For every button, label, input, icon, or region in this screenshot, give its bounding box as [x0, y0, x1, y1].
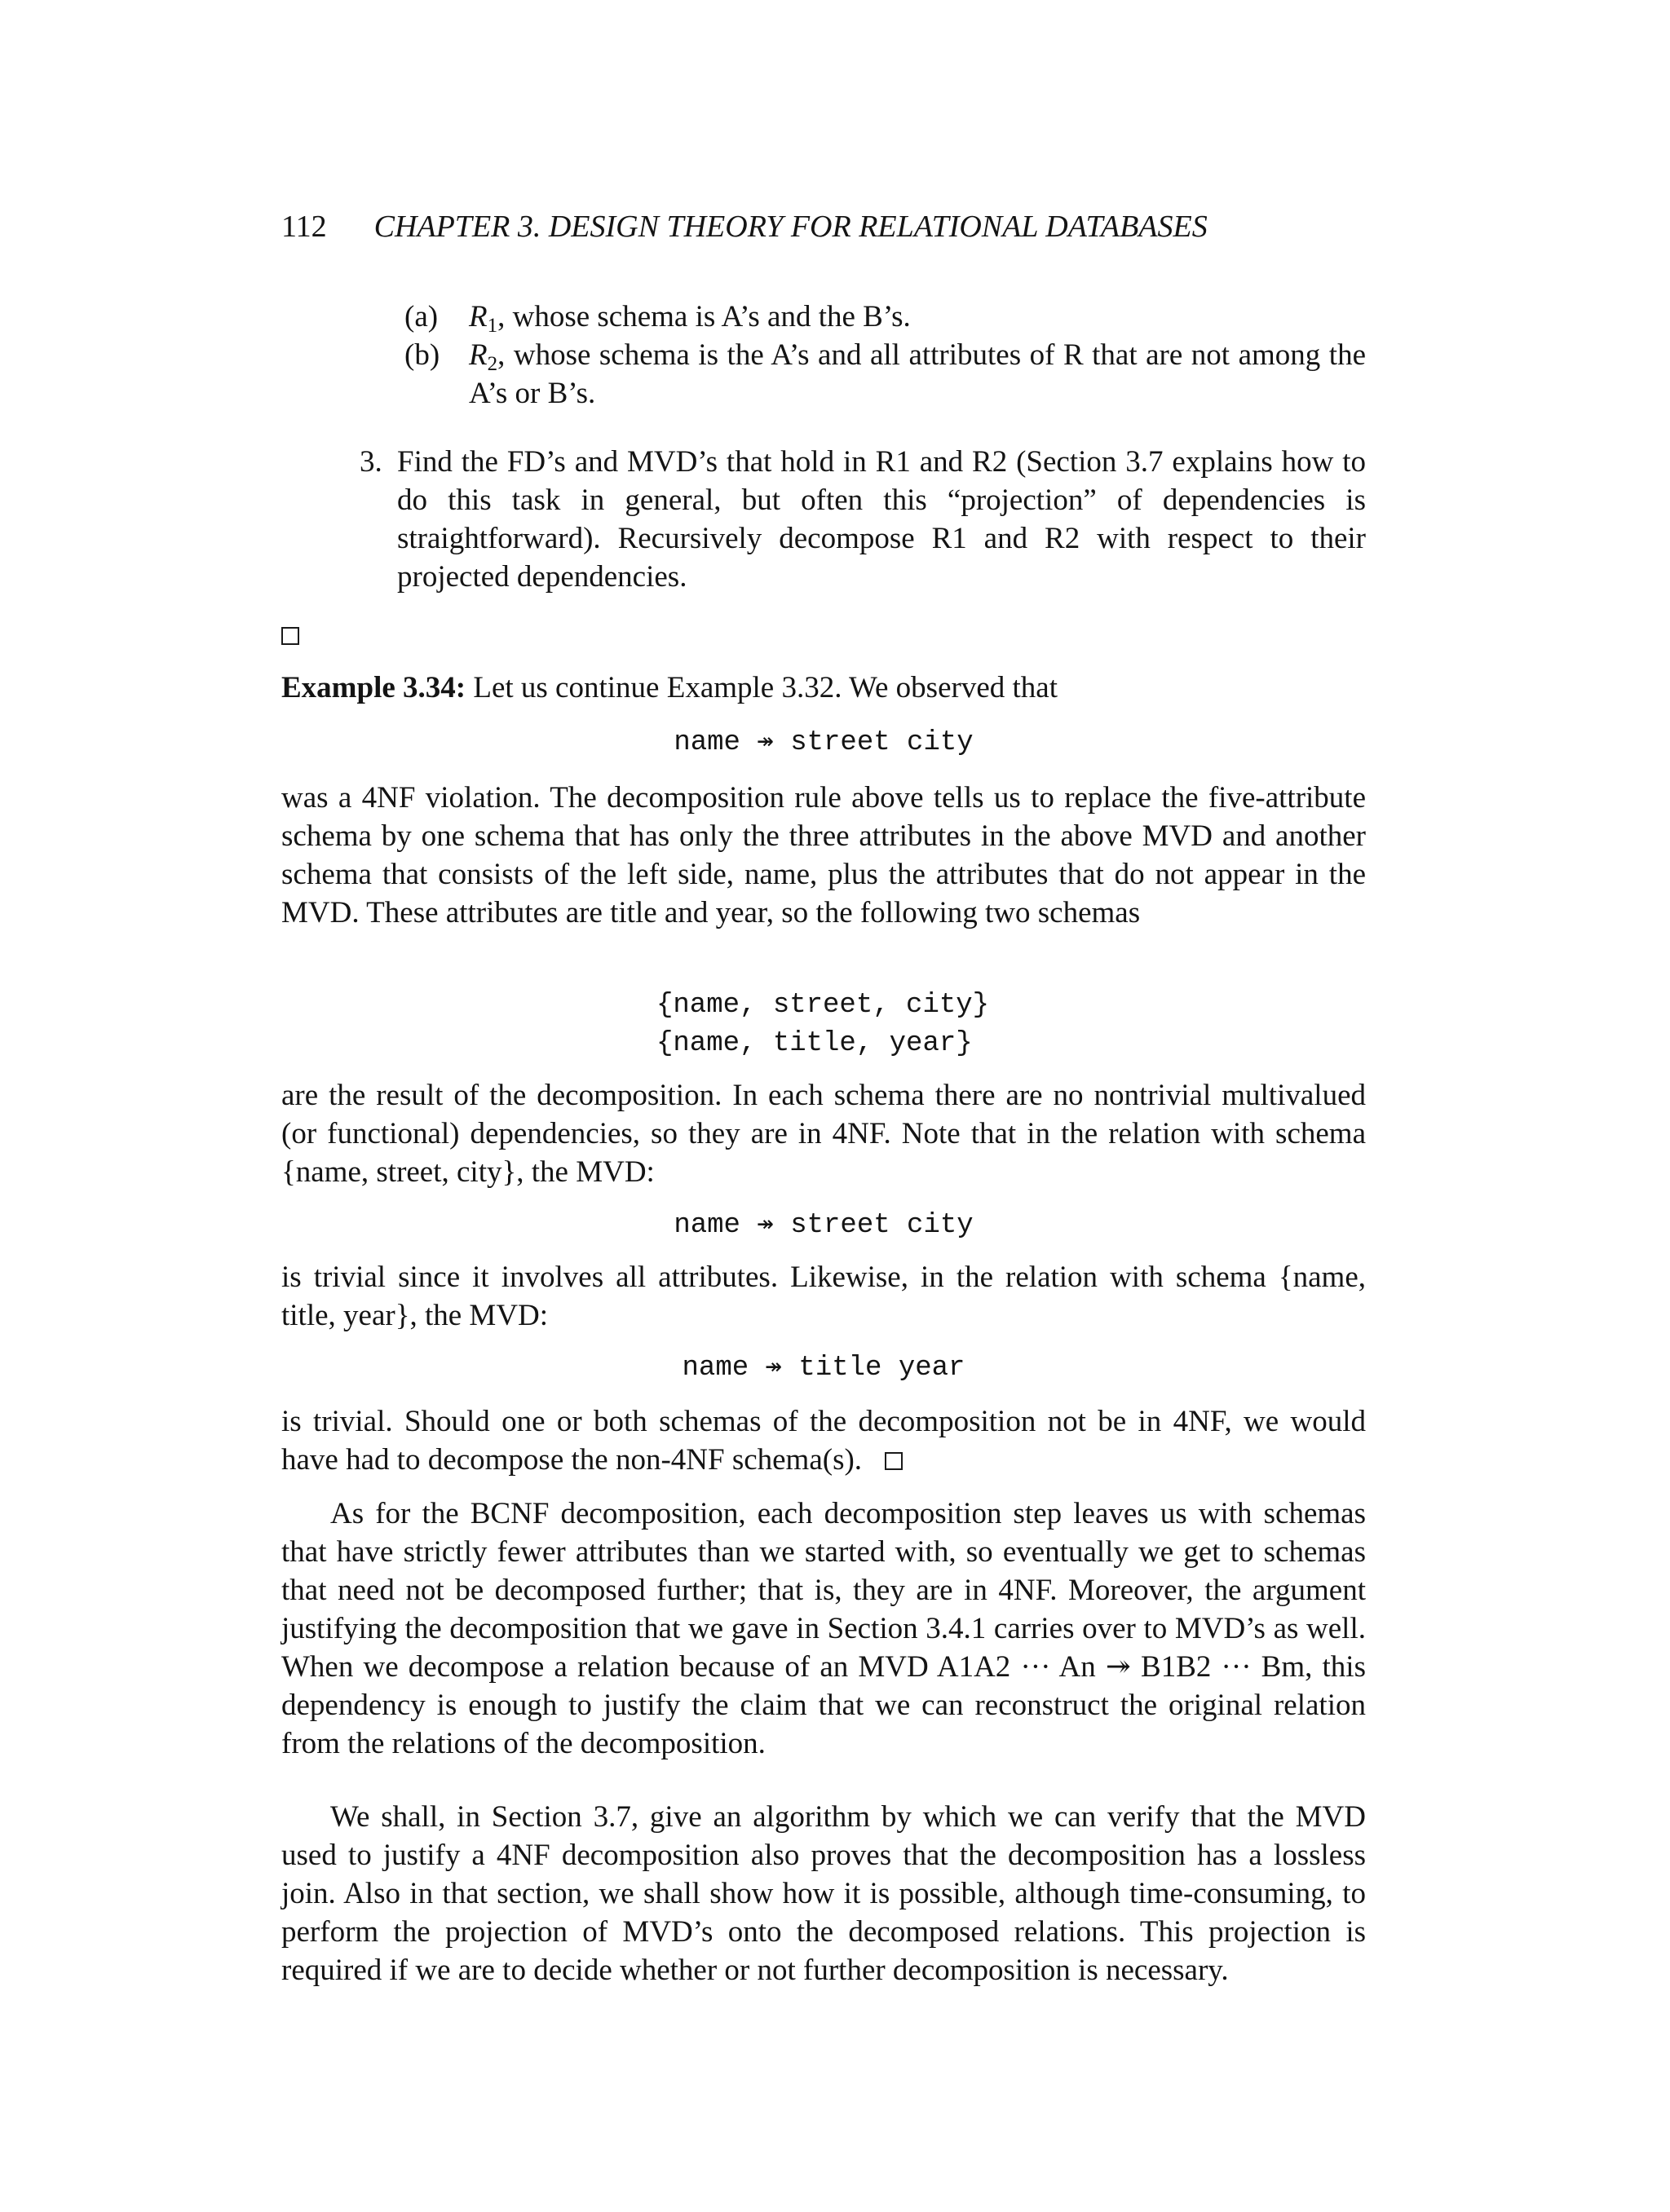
step-2b: [404, 336, 1366, 417]
body-paragraph-2: We shall, in Section 3.7, give an algorithm by which we can verify that the MVD used to justify a 4NF decomposition also proves that the decomposition has a lossless join. Also in that section, we shall show how it is possible, although time-consuming, to perform the projection of MVD’s onto the decomposed relations. This projection is required if we are to decide whether or not further decomposition is necessary.: [281, 1800, 1366, 1987]
example-intro-text: Let us continue Example 3.32. We observed that: [473, 671, 1058, 704]
step-3: [360, 443, 1366, 606]
example-paragraph-3: is trivial since it involves all attributes. Likewise, in the relation with schema {name, title, year}, the MVD:: [281, 1261, 1366, 1332]
example-paragraph-1: was a 4NF violation. The decomposition rule above tells us to replace the five-attribute schema by one schema that has only the three attributes in the above MVD and another schema that consists of the left side, name, plus the attributes that do not appear in the MVD. These attributes are title and year, so the following two schemas: [281, 781, 1366, 929]
schema-2: {name, title, year}: [656, 1028, 973, 1059]
schema-1: {name, street, city}: [656, 990, 990, 1021]
step-2a: [404, 298, 1366, 338]
mvd-display-3: name ↠ title year: [682, 1353, 965, 1384]
step-2a-label: (a): [404, 300, 439, 333]
page-number: 112: [281, 210, 327, 244]
algorithm-end-marker: [281, 616, 1366, 640]
end-square-icon: [281, 627, 299, 645]
body-paragraph-1: As for the BCNF decomposition, each decomposition step leaves us with schemas that have strictly fewer attributes than we started with, so eventually we get to schemas that need not be decomposed further; that is, they are in 4NF. Moreover, the argument justifying the decomposition that we gave in Section 3.4.1 carries over to MVD’s as well. When we decompose a relation because of an MVD A1A2 ··· An ↠ B1B2 ··· Bm, this dependency is enough to justify the claim that we can reconstruct the original relation from the relations of the decomposition.: [281, 1497, 1366, 1760]
step-2b-label: (b): [404, 338, 440, 372]
chapter-title: CHAPTER 3. DESIGN THEORY FOR RELATIONAL DATABASES: [373, 210, 1208, 244]
example-end-square-icon: [885, 1452, 903, 1470]
example-paragraph-2: are the result of the decomposition. In each schema there are no nontrivial multivalued (or functional) dependencies, so they are in 4NF. Note that in the relation with schema {name, street, city}, the MVD:: [281, 1079, 1366, 1189]
page: [281, 0, 1366, 2212]
example-intro: [281, 669, 1366, 707]
step-2b-text: $R_2$, whose schema is the A’s and all attributes of R that are not among the A’s or B’s.: [469, 338, 1366, 410]
step-3-label: 3.: [360, 445, 382, 479]
mvd-display-1: name ↠ street city: [674, 727, 974, 758]
step-3-text: Find the FD’s and MVD’s that hold in R1 and R2 (Section 3.7 explains how to do this task in general, but often this “projection” of dependencies is straightforward). Recursively decompose R1 and R2 with respect to their projected dependencies.: [397, 445, 1366, 594]
example-paragraph-4: is trivial. Should one or both schemas of the decomposition not be in 4NF, we would have had to decompose the non-4NF schema(s).: [281, 1405, 1366, 1477]
step-2a-text: $R_1$, whose schema is A’s and the B’s.: [469, 300, 911, 337]
mvd-display-2: name ↠ street city: [674, 1210, 974, 1241]
running-header: [281, 206, 1366, 247]
example-label: Example 3.34:: [281, 671, 466, 704]
